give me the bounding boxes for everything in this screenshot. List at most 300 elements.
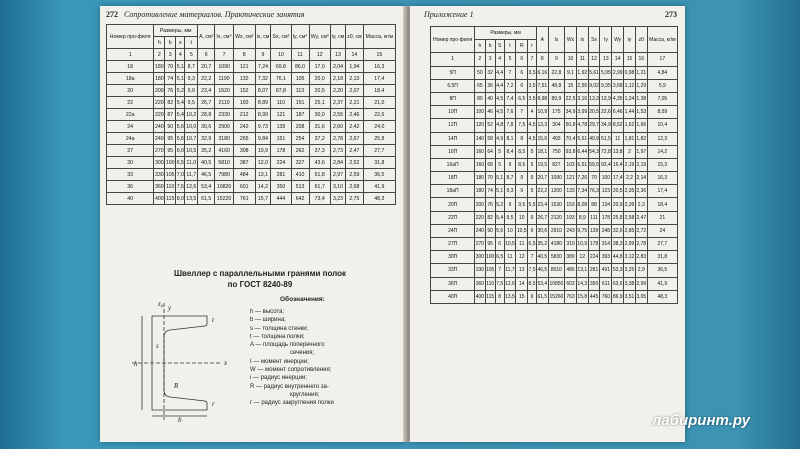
table-cell: 5 xyxy=(495,158,504,171)
table-cell: 9 xyxy=(504,198,516,211)
table-cell: 17,4 xyxy=(612,172,624,185)
header-dim-2: s xyxy=(176,37,185,49)
profile-number-cell: 6,5П xyxy=(431,79,475,92)
table-row xyxy=(107,145,396,157)
table-cell: 29,7 xyxy=(588,119,600,132)
table-cell: 5 xyxy=(528,158,537,171)
table-cell: 7,4 xyxy=(504,92,516,105)
header-dim-3: t xyxy=(185,37,198,49)
table-cell: 18,4 xyxy=(647,198,677,211)
table-cell: 5,1 xyxy=(176,73,185,85)
table-cell: 2,58 xyxy=(624,211,636,224)
table-cell: 86,0 xyxy=(291,61,309,73)
table-cell: 180 xyxy=(475,172,485,185)
table-cell: 2,83 xyxy=(635,251,647,264)
table-cell: 6,51 xyxy=(576,158,588,171)
table-cell: 3,68 xyxy=(612,79,624,92)
table-cell: 330 xyxy=(475,264,485,277)
table-cell: 5,4 xyxy=(176,97,185,109)
table-cell: 8,9 xyxy=(576,211,588,224)
index-cell: 16 xyxy=(635,53,647,66)
table-cell: 8,5 xyxy=(516,145,528,158)
table-cell: 6,16 xyxy=(536,66,548,79)
table-cell: 70 xyxy=(165,61,176,73)
table-cell: 3,38 xyxy=(624,277,636,290)
index-cell: 5 xyxy=(504,53,516,66)
table-cell: 8,07 xyxy=(255,85,271,97)
header-dim-5: r xyxy=(528,40,537,53)
table-cell: 30,6 xyxy=(198,121,215,133)
table-cell: 8,1 xyxy=(504,132,516,145)
table-cell: 2,52 xyxy=(346,157,364,169)
table-cell: 7,24 xyxy=(255,61,271,73)
profile-number-cell: 27П xyxy=(431,238,475,251)
table-cell: 20,7 xyxy=(536,172,548,185)
table-cell: 140 xyxy=(475,132,485,145)
table-cell: 7,5 xyxy=(176,181,185,193)
table-cell: 1,82 xyxy=(635,132,647,145)
table-cell: 1,66 xyxy=(635,119,647,132)
table-cell: 1,97 xyxy=(635,145,647,158)
table-cell: 308 xyxy=(233,145,255,157)
table-cell: 300 xyxy=(154,157,165,169)
index-cell: 8 xyxy=(233,49,255,61)
table-cell: 5 xyxy=(495,145,504,158)
table-cell: 11 xyxy=(516,238,528,251)
table-cell: 262 xyxy=(291,145,309,157)
table-cell: 212 xyxy=(233,109,255,121)
label-t: t xyxy=(212,316,214,324)
table-cell: 22,2 xyxy=(536,185,548,198)
table-cell: 400 xyxy=(154,193,165,205)
table-cell: 48,3 xyxy=(363,193,395,205)
table-row xyxy=(431,92,678,105)
table-cell: 1200 xyxy=(548,185,564,198)
table-cell: 10,0 xyxy=(185,121,198,133)
table-cell: 5830 xyxy=(548,251,564,264)
label-b: b xyxy=(178,416,182,423)
table-cell: 23,4 xyxy=(536,198,548,211)
table-cell: 1520 xyxy=(215,85,233,97)
table-cell: 15220 xyxy=(215,193,233,205)
table-cell: 121 xyxy=(271,109,291,121)
legend-item: s — толщина стенки; xyxy=(250,325,309,332)
table-row xyxy=(431,185,678,198)
table-cell: 76,3 xyxy=(588,185,600,198)
table-cell: 30,0 xyxy=(309,109,330,121)
table-cell: 200 xyxy=(154,85,165,97)
table-cell: 6,5 xyxy=(528,238,537,251)
table-cell: 15,8 xyxy=(576,290,588,303)
table-cell: 200 xyxy=(475,198,485,211)
table-cell: 6,44 xyxy=(576,145,588,158)
table-cell: 224 xyxy=(588,251,600,264)
table-cell: 51,8 xyxy=(309,169,330,181)
table-cell: 121 xyxy=(233,61,255,73)
table-cell: 3,5 xyxy=(528,92,537,105)
table-cell: 310 xyxy=(565,238,577,251)
profile-number-cell: 16П xyxy=(431,145,475,158)
table-cell: 15,7 xyxy=(255,193,271,205)
table-cell: 7980 xyxy=(215,169,233,181)
index-cell: 11 xyxy=(291,49,309,61)
profile-number-cell: 20 xyxy=(107,85,154,97)
table-cell: 19,5 xyxy=(536,158,548,171)
table-cell: 13,3 xyxy=(588,92,600,105)
table-cell: 243 xyxy=(565,224,577,237)
table-cell: 1,24 xyxy=(624,92,636,105)
table-cell: 760 xyxy=(600,290,612,303)
profile-number-cell: 18аП xyxy=(431,185,475,198)
table-cell: 1,62 xyxy=(624,119,636,132)
table-row xyxy=(107,85,396,97)
table-cell: 21,0 xyxy=(363,97,395,109)
table-cell: 180 xyxy=(475,185,485,198)
table-cell: 2,46 xyxy=(346,109,364,121)
index-cell: 9 xyxy=(255,49,271,61)
table-cell: 2,85 xyxy=(624,224,636,237)
table-cell: 2,13 xyxy=(346,73,364,85)
index-cell: 10 xyxy=(271,49,291,61)
table-cell: 51,5 xyxy=(600,132,612,145)
table-cell: 2,3 xyxy=(635,198,647,211)
table-cell: 8,08 xyxy=(576,198,588,211)
table-row xyxy=(107,133,396,145)
table-cell: 6 xyxy=(528,224,537,237)
table-cell: 1530 xyxy=(548,198,564,211)
index-cell: 3 xyxy=(485,53,495,66)
table-cell: 2,84 xyxy=(330,157,345,169)
table-cell: 3,5 xyxy=(528,66,537,79)
table-cell: 240 xyxy=(475,224,485,237)
table-cell: 5,61 xyxy=(588,66,600,79)
table-cell: 139 xyxy=(271,121,291,133)
table-cell: 46,5 xyxy=(536,264,548,277)
table-cell: 63,6 xyxy=(612,277,624,290)
table-cell: 123 xyxy=(600,185,612,198)
table-cell: 2,37 xyxy=(330,97,345,109)
table-cell: 28,8 xyxy=(198,109,215,121)
legend-item: R — радиус внутреннего за- xyxy=(250,383,329,390)
table-cell: 9,73 xyxy=(255,121,271,133)
table-cell: 4160 xyxy=(215,145,233,157)
table-cell: 12,3 xyxy=(647,132,677,145)
table-cell: 10,9 xyxy=(536,106,548,119)
table-cell: 12 xyxy=(516,251,528,264)
table-row xyxy=(107,157,396,169)
table-cell: 11 xyxy=(612,132,624,145)
table-cell: 8010 xyxy=(548,264,564,277)
index-cell: 14 xyxy=(346,49,364,61)
table-cell: 10,5 xyxy=(516,224,528,237)
table-cell: 89,9 xyxy=(548,92,564,105)
table-cell: 2,73 xyxy=(330,145,345,157)
table-cell: 4,5 xyxy=(528,132,537,145)
table-cell: 493 xyxy=(548,132,564,145)
profile-number-cell: 22 xyxy=(107,97,154,109)
right-running-title: Приложение 1 xyxy=(424,10,474,19)
table-cell: 240 xyxy=(154,121,165,133)
table-cell: 115 xyxy=(485,290,495,303)
table-cell: 3,5 xyxy=(528,79,537,92)
table-cell: 9 xyxy=(516,185,528,198)
header-prop-1: Ix xyxy=(548,27,564,53)
header-dim-2: S xyxy=(495,40,504,53)
table-cell: 5 xyxy=(528,185,537,198)
header-dim-4: R xyxy=(516,40,528,53)
table-cell: 40,5 xyxy=(536,251,548,264)
table-cell: 90 xyxy=(485,224,495,237)
table-cell: 9,3 xyxy=(185,73,198,85)
table-cell: 5,4 xyxy=(495,211,504,224)
index-cell: 3 xyxy=(165,49,176,61)
table-cell: 2,59 xyxy=(346,169,364,181)
table-cell: 6 xyxy=(528,211,537,224)
table-cell: 5,6 xyxy=(176,133,185,145)
table-row xyxy=(431,158,678,171)
header-prop-9: Масса, кг/м xyxy=(647,27,677,53)
table-cell: 12 xyxy=(576,251,588,264)
table-cell: 20,0 xyxy=(309,73,330,85)
right-page xyxy=(410,6,685,442)
table-cell: 5,4 xyxy=(176,109,185,121)
index-cell: 4 xyxy=(176,49,185,61)
table-cell: 242 xyxy=(233,121,255,133)
table-cell: 281 xyxy=(588,264,600,277)
table-cell: 1190 xyxy=(215,73,233,85)
table-cell: 1,81 xyxy=(624,132,636,145)
table-cell: 208 xyxy=(291,121,309,133)
index-cell: 9 xyxy=(548,53,564,66)
table-cell: 100 xyxy=(475,106,485,119)
table-cell: 4,8 xyxy=(495,119,504,132)
index-cell: 13 xyxy=(600,53,612,66)
table-cell: 2,04 xyxy=(330,61,345,73)
table-cell: 22,6 xyxy=(600,106,612,119)
header-prop-7: iy, см xyxy=(330,25,345,49)
index-cell: 1 xyxy=(107,49,154,61)
profile-number-cell: 5П xyxy=(431,66,475,79)
table-cell: 110 xyxy=(485,277,495,290)
table-cell: 8 xyxy=(495,290,504,303)
table-row xyxy=(431,211,678,224)
section-subtitle xyxy=(160,268,360,290)
table-cell: 24,0 xyxy=(363,121,395,133)
header-prop-4: Sx xyxy=(588,27,600,53)
table-cell: 10 xyxy=(504,224,516,237)
table-cell: 31,8 xyxy=(647,251,677,264)
table-cell: 4,4 xyxy=(495,66,504,79)
table-cell: 17,4 xyxy=(363,73,395,85)
table-cell: 304 xyxy=(548,119,564,132)
label-R: R xyxy=(174,382,179,390)
header-prop-6: Wy xyxy=(612,27,624,53)
table-row xyxy=(107,109,396,121)
table-cell: 13,3 xyxy=(536,119,548,132)
index-cell: 10 xyxy=(565,53,577,66)
table-cell: 14,2 xyxy=(255,181,271,193)
table-cell: 2,72 xyxy=(635,224,647,237)
table-cell: 5 xyxy=(528,172,537,185)
table-cell: 153 xyxy=(565,198,577,211)
table-cell: 2,07 xyxy=(346,85,364,97)
table-cell: 5,2 xyxy=(176,85,185,97)
table-cell: 15260 xyxy=(548,290,564,303)
table-cell: 152 xyxy=(233,85,255,97)
table-cell: 9,35 xyxy=(600,79,612,92)
table-cell: 103 xyxy=(565,158,577,171)
table-cell: 36,5 xyxy=(647,264,677,277)
table-cell: 26,7 xyxy=(198,97,215,109)
table-row xyxy=(107,193,396,205)
table-cell: 7 xyxy=(495,264,504,277)
table-cell: 10,9 xyxy=(255,145,271,157)
table-cell: 20,5 xyxy=(309,85,330,97)
table-cell: 93,8 xyxy=(565,145,577,158)
table-cell: 16,4 xyxy=(612,158,624,171)
table-cell: 5,1 xyxy=(495,185,504,198)
profile-number-cell: 16аП xyxy=(431,158,475,171)
table-cell: 5,95 xyxy=(600,66,612,79)
table-cell: 4,4 xyxy=(495,79,504,92)
table-cell: 40,5 xyxy=(198,157,215,169)
table-cell: 4,5 xyxy=(528,119,537,132)
table-cell: 4,5 xyxy=(495,106,504,119)
table-cell: 17,4 xyxy=(647,185,677,198)
table-cell: 6 xyxy=(516,79,528,92)
table-cell: 8,7 xyxy=(504,172,516,185)
index-cell: 13 xyxy=(330,49,345,61)
table-cell: 270 xyxy=(475,238,485,251)
header-prop-3: ix xyxy=(576,27,588,53)
table-cell: 64 xyxy=(485,145,495,158)
header-prop-6: Wy, см³ xyxy=(309,25,330,49)
table-cell: 3,51 xyxy=(624,290,636,303)
table-cell: 270 xyxy=(154,145,165,157)
table-cell: 3180 xyxy=(215,133,233,145)
table-cell: 100 xyxy=(165,157,176,169)
table-cell: 41,9 xyxy=(363,181,395,193)
table-cell: 53,3 xyxy=(612,264,624,277)
table-cell: 95 xyxy=(165,145,176,157)
table-cell: 16,3 xyxy=(647,172,677,185)
table-cell: 105 xyxy=(291,73,309,85)
table-cell: 2,68 xyxy=(346,181,364,193)
legend-heading: Обозначения: xyxy=(280,296,325,303)
header-prop-5: Iy xyxy=(600,27,612,53)
table-cell: 2 xyxy=(624,145,636,158)
table-cell: 76,1 xyxy=(271,73,291,85)
table-cell: 2,18 xyxy=(330,73,345,85)
table-cell: 314 xyxy=(600,238,612,251)
header-prop-0: A, см² xyxy=(198,25,215,49)
table-cell: 350 xyxy=(271,181,291,193)
table-cell: 240 xyxy=(154,133,165,145)
table-cell: 193 xyxy=(565,211,577,224)
table-row xyxy=(431,238,678,251)
table-cell: 50,8 xyxy=(565,119,577,132)
table-cell: 180 xyxy=(154,61,165,73)
profile-number-cell: 18П xyxy=(431,172,475,185)
header-dim-3: t xyxy=(504,40,516,53)
table-cell: 178 xyxy=(271,145,291,157)
watermark-logo: лабиринт.ру xyxy=(652,412,750,429)
table-cell: 8,89 xyxy=(255,97,271,109)
table-cell: 5,2 xyxy=(495,198,504,211)
table-cell: 3,05 xyxy=(635,290,647,303)
profile-number-cell: 40 xyxy=(107,193,154,205)
table-cell: 444 xyxy=(271,193,291,205)
table-cell: 5,61 xyxy=(576,132,588,145)
table-cell: 7 xyxy=(516,106,528,119)
table-cell: 10820 xyxy=(215,181,233,193)
profile-number-cell: 24а xyxy=(107,133,154,145)
table-cell: 8,0 xyxy=(176,193,185,205)
table-cell: 1,12 xyxy=(624,79,636,92)
profile-number-cell: 18а xyxy=(107,73,154,85)
table-cell: 491 xyxy=(600,264,612,277)
table-cell: 132 xyxy=(233,73,255,85)
table-cell: 2,67 xyxy=(346,133,364,145)
table-cell: 32,6 xyxy=(612,224,624,237)
table-cell: 40,9 xyxy=(588,132,600,145)
table-cell: 178 xyxy=(588,238,600,251)
table-cell: 72,8 xyxy=(600,145,612,158)
table-cell: 2,42 xyxy=(346,121,364,133)
index-cell: 5 xyxy=(185,49,198,61)
index-cell: 8 xyxy=(536,53,548,66)
index-cell: 12 xyxy=(588,53,600,66)
channel-section-figure xyxy=(112,298,240,423)
table-cell: 2,35 xyxy=(624,185,636,198)
right-page-number: 273 xyxy=(665,10,677,19)
table-cell: 14,3 xyxy=(576,277,588,290)
lt-index-row xyxy=(107,49,396,61)
table-cell: 27,7 xyxy=(647,238,677,251)
table-cell: 9 xyxy=(516,172,528,185)
table-cell: 400 xyxy=(475,290,485,303)
table-cell: 2,60 xyxy=(330,121,345,133)
left-page-number: 272 xyxy=(106,10,118,19)
table-cell: 13,5 xyxy=(504,290,516,303)
table-row xyxy=(431,251,678,264)
table-cell: 36 xyxy=(485,79,495,92)
header-sizes: Размеры, мм xyxy=(154,25,198,37)
table-cell: 5 xyxy=(528,145,537,158)
table-row xyxy=(107,73,396,85)
table-cell: 2,99 xyxy=(612,66,624,79)
table-cell: 5,1 xyxy=(176,61,185,73)
table-cell: 58 xyxy=(485,132,495,145)
table-cell: 4,5 xyxy=(495,92,504,105)
label-x: x xyxy=(224,359,228,367)
table-cell: 2,9 xyxy=(635,264,647,277)
table-cell: 445 xyxy=(588,290,600,303)
table-cell: 3,25 xyxy=(624,264,636,277)
table-cell: 7,26 xyxy=(576,172,588,185)
table-cell: 139 xyxy=(588,224,600,237)
table-cell: 95 xyxy=(485,238,495,251)
index-cell: 14 xyxy=(612,53,624,66)
table-cell: 2,99 xyxy=(635,277,647,290)
table-cell: 88 xyxy=(588,198,600,211)
table-cell: 1,38 xyxy=(635,92,647,105)
table-cell: 1,53 xyxy=(635,106,647,119)
table-cell: 5,6 xyxy=(176,121,185,133)
table-cell: 82 xyxy=(165,97,176,109)
legend-item: h — высота; xyxy=(250,309,285,315)
table-cell: 7,5 xyxy=(516,119,528,132)
